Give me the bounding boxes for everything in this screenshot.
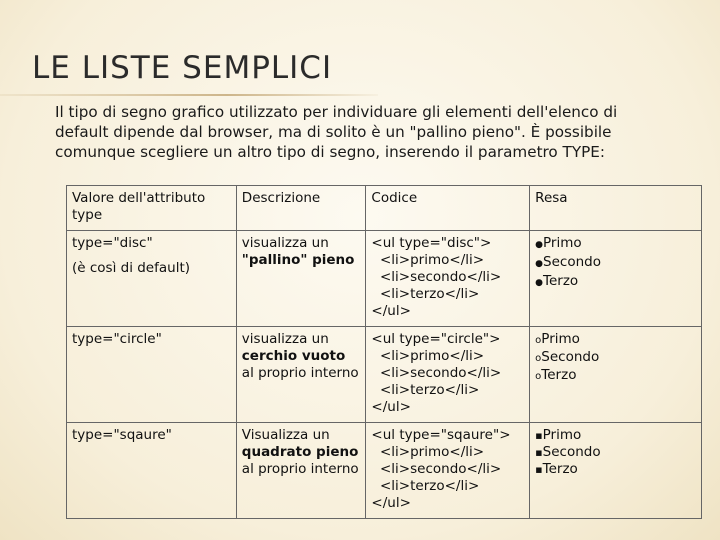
- disc-bullet-icon: ●: [535, 278, 544, 288]
- code-line: <ul type="circle">: [371, 331, 501, 347]
- list-item: ▪Primo: [535, 427, 582, 443]
- intro-paragraph: Il tipo di segno grafico utilizzato per individuare gli elementi dell'elenco di default dipende dal browser, ma di solito è un "pallino pieno". È possibile comunque scegliere un altro tipo di segno, inserendo il parametro TYPE:: [55, 103, 618, 161]
- descrizione-cell: [236, 423, 366, 519]
- code-line: <li>terzo</li>: [371, 478, 480, 494]
- desc-line-3: al proprio interno: [241, 461, 359, 477]
- code-line: <li>primo</li>: [371, 348, 485, 364]
- square-bullet-icon: ▪: [535, 429, 543, 442]
- code-line: <ul type="sqaure">: [371, 427, 511, 443]
- code-line: </ul>: [371, 303, 411, 319]
- valore-value: type="sqaure": [72, 427, 172, 443]
- list-item: ●Secondo: [535, 254, 601, 270]
- resa-cell: [530, 327, 702, 423]
- code-line: <li>terzo</li>: [371, 382, 480, 398]
- header-resa: Resa: [530, 186, 702, 231]
- desc-line-1: Visualizza un: [241, 427, 330, 443]
- list-item: ●Terzo: [535, 273, 579, 289]
- code-line: </ul>: [371, 399, 411, 415]
- list-item: oTerzo: [535, 367, 577, 383]
- codice-cell: [366, 231, 530, 327]
- circle-bullet-icon: o: [535, 371, 542, 382]
- resa-cell: [530, 231, 702, 327]
- square-bullet-icon: ▪: [535, 446, 543, 459]
- list-item: ▪Terzo: [535, 461, 578, 477]
- descrizione-cell: [236, 327, 366, 423]
- slide-title: LE LISTE SEMPLICI: [32, 50, 333, 86]
- header-valore: Valore dell'attributo type: [67, 186, 237, 231]
- code-line: <li>terzo</li>: [371, 286, 480, 302]
- codice-cell: [366, 423, 530, 519]
- code-line: <li>primo</li>: [371, 252, 485, 268]
- table-row: [67, 231, 702, 327]
- code-line: <ul type="disc">: [371, 235, 492, 251]
- code-line: <li>secondo</li>: [371, 365, 502, 381]
- disc-bullet-icon: ●: [535, 240, 544, 250]
- desc-bold: quadrato pieno: [241, 444, 359, 460]
- header-codice: Codice: [366, 186, 530, 231]
- desc-line-1: visualizza un: [241, 331, 329, 347]
- list-item: oSecondo: [535, 349, 600, 365]
- code-line: <li>secondo</li>: [371, 269, 502, 285]
- valore-cell: [67, 423, 237, 519]
- list-item: ▪Secondo: [535, 444, 601, 460]
- desc-line-1: visualizza un: [241, 235, 329, 251]
- square-bullet-icon: ▪: [535, 463, 543, 476]
- table-row: [67, 423, 702, 519]
- valore-value: type="circle": [72, 331, 162, 347]
- list-types-table: [66, 185, 702, 519]
- valore-cell: [67, 327, 237, 423]
- header-descrizione: Descrizione: [236, 186, 366, 231]
- resa-cell: [530, 423, 702, 519]
- list-item: ●Primo: [535, 235, 582, 251]
- circle-bullet-icon: o: [535, 335, 542, 346]
- title-underline: [0, 94, 378, 96]
- valore-cell: [67, 231, 237, 327]
- list-item: oPrimo: [535, 331, 580, 347]
- desc-bold: "pallino" pieno: [241, 252, 355, 268]
- valore-value: type="disc": [72, 235, 153, 251]
- codice-cell: [366, 327, 530, 423]
- desc-line-3: al proprio interno: [241, 365, 359, 381]
- disc-bullet-icon: ●: [535, 259, 544, 269]
- code-line: <li>secondo</li>: [371, 461, 502, 477]
- desc-bold: cerchio vuoto: [241, 348, 346, 364]
- table-row: [67, 327, 702, 423]
- circle-bullet-icon: o: [535, 353, 542, 364]
- valore-note: (è così di default): [72, 260, 190, 276]
- code-line: </ul>: [371, 495, 411, 511]
- descrizione-cell: [236, 231, 366, 327]
- table-header-row: [67, 186, 702, 231]
- code-line: <li>primo</li>: [371, 444, 485, 460]
